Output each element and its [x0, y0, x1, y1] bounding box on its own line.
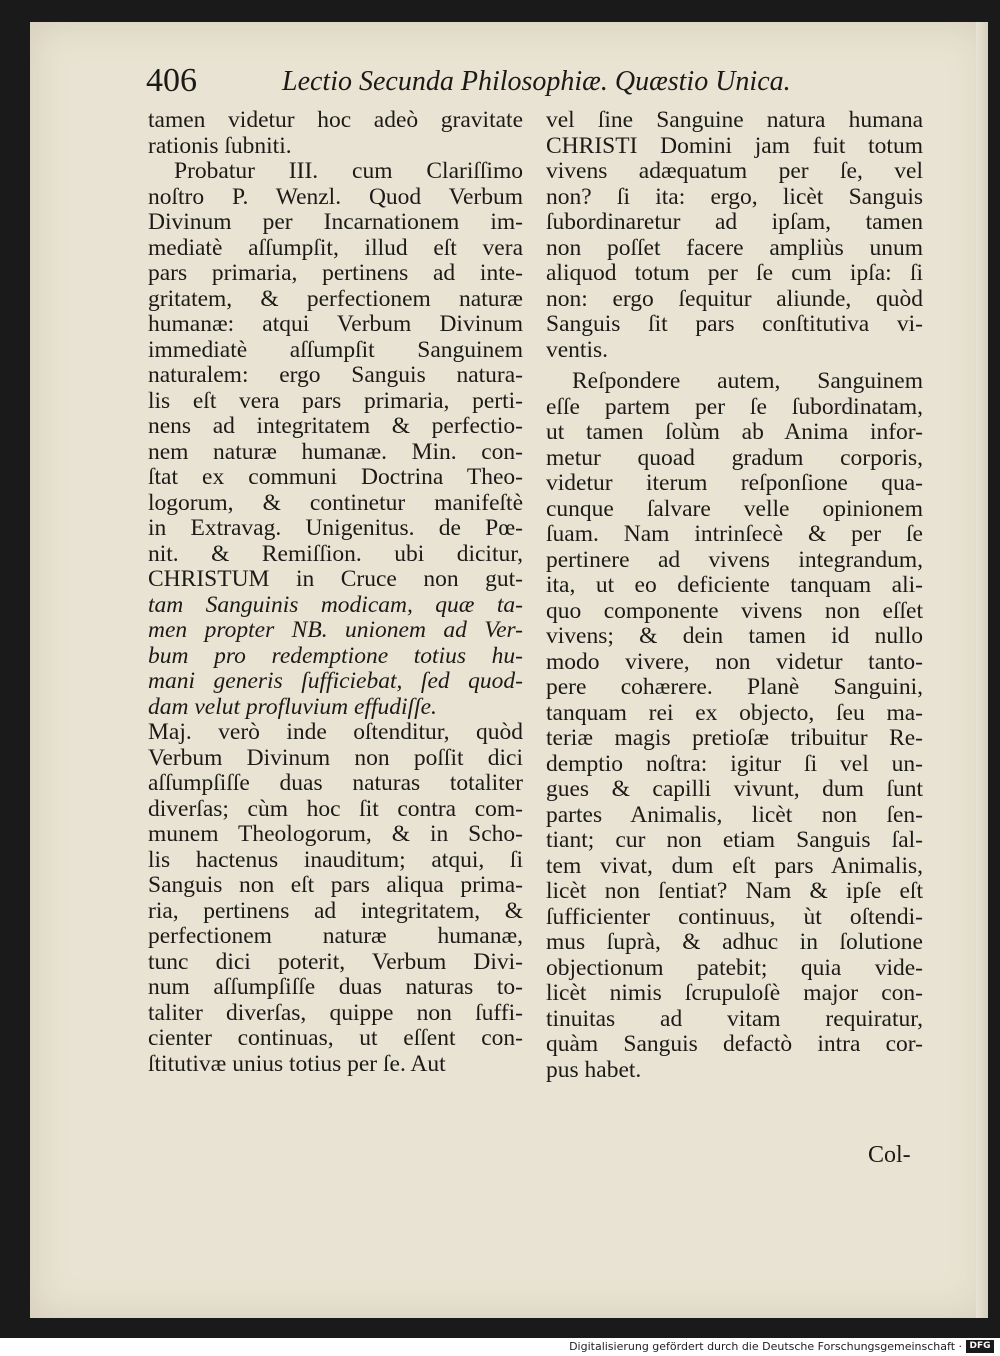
text-line: vivens adæquatum per ſe, vel — [546, 158, 923, 184]
text-line: nit. & Remiſſion. ubi dicitur, — [148, 540, 523, 567]
text-line: ſtat ex communi Doctrina Theo- — [148, 464, 523, 490]
text-line: Sanguis non eſt pars aliqua prima- — [148, 872, 523, 898]
footer-credit: Digitalisierung gefördert durch die Deutsche Forschungsgemeinschaft · — [569, 1340, 962, 1353]
text-line: teriæ magis pretioſæ tribuitur Re- — [546, 725, 923, 751]
text-line: lis eſt vera pars primaria, perti- — [148, 387, 523, 414]
text-line: gritatem, & perfectionem naturæ — [148, 285, 523, 312]
text-line: pertinere ad vivens integrandum, — [546, 546, 923, 573]
text-line: vivens; & dein tamen id nullo — [546, 623, 923, 649]
text-line: ſuam. Nam intrinſecè & per ſe — [546, 521, 923, 547]
text-line: demptio noſtra: igitur ſi vel un- — [546, 750, 923, 777]
text-line: naturalem: ergo Sanguis natura- — [148, 362, 523, 388]
text-line: modo vivere, non videtur tanto- — [546, 648, 923, 675]
text-line: mus ſuprà, & adhuc in ſolutione — [546, 929, 923, 955]
text-line: in Extravag. Unigenitus. de Pœ- — [148, 515, 523, 541]
text-line: mani generis ſufficiebat, ſed quod- — [148, 668, 523, 694]
text-line: cunque ſalvare velle opinionem — [546, 495, 923, 522]
text-line: quàm Sanguis defactò intra cor- — [546, 1031, 923, 1057]
text-line: Probatur III. cum Clariſſimo — [174, 158, 523, 184]
text-line: pars primaria, pertinens ad inte- — [148, 260, 523, 286]
text-line: noſtro P. Wenzl. Quod Verbum — [148, 183, 523, 210]
digitization-footer — [0, 1338, 1000, 1356]
text-line: gues & capilli vivunt, dum ſunt — [546, 776, 923, 802]
text-line: Sanguis ſit pars conſtitutiva vi- — [546, 311, 923, 337]
text-line: perfectionem naturæ humanæ, — [148, 923, 523, 949]
text-line: Reſpondere autem, Sanguinem — [572, 368, 923, 394]
text-line: videtur iterum reſponſione qua- — [546, 470, 923, 496]
text-line: nens ad integritatem & perfectio- — [148, 413, 523, 439]
text-line: Divinum per Incarnationem im- — [148, 209, 523, 235]
text-line: CHRISTI Domini jam fuit totum — [546, 132, 923, 159]
text-line: pere cohærere. Planè Sanguini, — [546, 674, 923, 700]
text-line: vel ſine Sanguine natura humana — [546, 107, 923, 133]
text-line: taliter diverſas, quippe non ſuffi- — [148, 999, 523, 1026]
text-line: ria, pertinens ad integritatem, & — [148, 897, 523, 924]
running-title: Lectio Secunda Philosophiæ. Quæstio Unica. — [282, 66, 791, 97]
text-line: tamen videtur hoc adeò gravitate — [148, 107, 523, 133]
text-line: eſſe partem per ſe ſubordinatam, — [546, 393, 923, 420]
text-line: bum pro redemptione totius hu- — [148, 642, 523, 669]
page-number: 406 — [146, 62, 197, 99]
text-line: ita, ut eo deficiente tanquam ali- — [546, 572, 923, 598]
text-line: ſtitutivæ unius totius per ſe. Aut — [148, 1050, 446, 1077]
text-line: logorum, & continetur manifeſtè — [148, 489, 523, 516]
text-line: pus habet. — [546, 1056, 642, 1083]
text-line: tanquam rei ex objecto, ſeu ma- — [546, 699, 923, 726]
text-line: cienter continuas, ut eſſent con- — [148, 1025, 523, 1051]
text-line: Maj. verò inde oſtenditur, quòd — [148, 719, 523, 745]
text-line: rationis ſubniti. — [148, 132, 292, 159]
text-line: aſſumpſiſſe duas naturas totaliter — [148, 770, 523, 796]
text-line: tam Sanguinis modicam, quæ ta- — [148, 591, 523, 618]
text-line: non poſſet facere ampliùs unum — [546, 234, 923, 261]
text-line: nem naturæ humanæ. Min. con- — [148, 438, 523, 465]
page-edge — [976, 22, 988, 1318]
text-line: non? ſi ita: ergo, licèt Sanguis — [546, 183, 923, 210]
text-line: tunc dici poterit, Verbum Divi- — [148, 948, 523, 975]
text-line: tem vivat, dum eſt pars Animalis, — [546, 852, 923, 879]
text-line: humanæ: atqui Verbum Divinum — [148, 311, 523, 337]
text-line: immediatè aſſumpſit Sanguinem — [148, 336, 523, 363]
text-line: ſubordinaretur ad ipſam, tamen — [546, 209, 923, 235]
text-line: ventis. — [546, 336, 609, 363]
text-line: tinuitas ad vitam requiratur, — [546, 1005, 923, 1032]
text-line: aliquod totum per ſe cum ipſa: ſi — [546, 260, 923, 286]
text-line: non: ergo ſequitur aliunde, quòd — [546, 285, 923, 312]
text-line: men propter NB. unionem ad Ver- — [148, 617, 523, 643]
text-line: CHRISTUM in Cruce non gut- — [148, 566, 523, 592]
right-text-column — [546, 108, 923, 1083]
text-line: partes Animalis, licèt non ſen- — [546, 801, 923, 828]
text-line: ſufficienter continuus, ùt oſtendi- — [546, 903, 923, 930]
text-line: diverſas; cùm hoc ſit contra com- — [148, 795, 523, 822]
text-line: metur quoad gradum corporis, — [546, 444, 923, 471]
text-line: lis hactenus inauditum; atqui, ſi — [148, 846, 523, 873]
text-line: licèt non ſentiat? Nam & ipſe eſt — [546, 878, 923, 904]
text-line: Verbum Divinum non poſſit dici — [148, 744, 523, 771]
text-line: objectionum patebit; quia vide- — [546, 954, 923, 981]
text-line: ut tamen ſolùm ab Anima infor- — [546, 419, 923, 445]
text-line: tiant; cur non etiam Sanguis ſal- — [546, 827, 923, 853]
left-text-column — [148, 108, 523, 1077]
text-line: mediatè aſſumpſit, illud eſt vera — [148, 234, 523, 261]
text-line: quo componente vivens non eſſet — [546, 597, 923, 624]
text-line: dam velut profluvium effudiſſe. — [148, 693, 437, 720]
text-line: num aſſumpſiſſe duas naturas to- — [148, 974, 523, 1000]
catchword: Col- — [868, 1142, 911, 1168]
dfg-logo-icon: DFG — [966, 1340, 994, 1353]
text-line: munem Theologorum, & in Scho- — [148, 821, 523, 847]
text-line: licèt nimis ſcrupuloſè major con- — [546, 980, 923, 1006]
